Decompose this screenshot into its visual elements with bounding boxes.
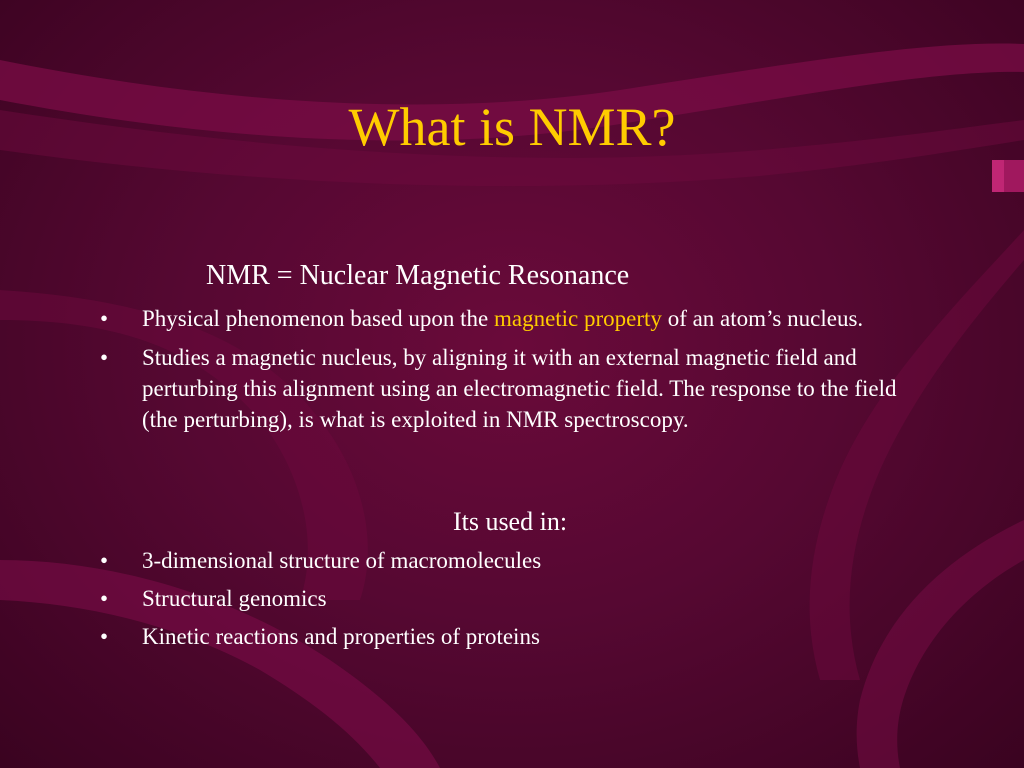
bullet-item (100, 303, 930, 334)
definition-bullet-list (100, 303, 930, 435)
used-in-heading-text: Its used in: (452, 507, 568, 536)
bullet-item (100, 545, 930, 576)
bullet-icon: • (100, 586, 109, 611)
bullet-item (100, 621, 930, 652)
bullet-text-after: of an atom’s nucleus. (661, 306, 864, 331)
bullet-text-before: Physical phenomenon based upon the (142, 306, 494, 331)
bullet-text: Kinetic reactions and properties of proteins (142, 624, 540, 649)
bullet-text: Structural genomics (142, 586, 327, 611)
bullet-icon: • (100, 624, 109, 649)
used-in-heading (0, 505, 1024, 539)
slide-title: What is NMR? (348, 97, 676, 157)
bullet-icon: • (100, 548, 109, 573)
bullet-item (100, 342, 930, 435)
highlight-text: magnetic property (493, 306, 662, 331)
uses-bullet-list (100, 545, 930, 652)
subtitle: NMR = Nuclear Magnetic Resonance (206, 260, 630, 291)
bullet-item (100, 583, 930, 614)
bullet-text: Studies a magnetic nucleus, by aligning it with an external magnetic field and perturbing this alignment using an electromagnetic field. The response to the field (the perturbing), is what is exploited in NMR spectroscopy. (142, 345, 897, 432)
bullet-text: 3-dimensional structure of macromolecules (142, 548, 542, 573)
bullet-icon: • (100, 306, 109, 331)
bullet-icon: • (100, 345, 109, 370)
